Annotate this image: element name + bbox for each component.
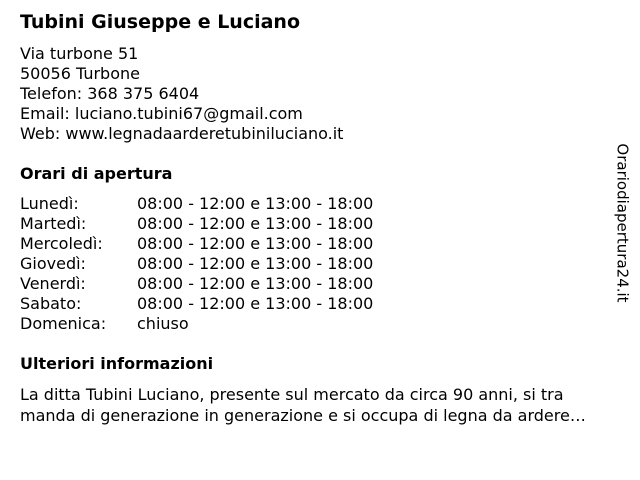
contact-block [20,44,620,144]
opening-hours-table [20,194,373,334]
phone-line: Telefon: 368 375 6404 [20,84,200,103]
day-label: Giovedì: [20,254,86,273]
hours-row [20,314,373,334]
hours-row [20,294,373,314]
hours-row [20,214,373,234]
day-hours: 08:00 - 12:00 e 13:00 - 18:00 [137,294,374,313]
day-hours: 08:00 - 12:00 e 13:00 - 18:00 [137,274,374,293]
watermark-text: Orariodiapertura24.it [614,143,633,303]
day-hours: 08:00 - 12:00 e 13:00 - 18:00 [137,214,374,233]
web-line: Web: www.legnadaarderetubiniluciano.it [20,124,344,143]
day-hours: 08:00 - 12:00 e 13:00 - 18:00 [137,194,374,213]
day-label: Mercoledì: [20,234,103,253]
hours-row [20,234,373,254]
hours-row [20,254,373,274]
address-street: Via turbone 51 [20,44,139,63]
day-label: Lunedì: [20,194,79,213]
day-label: Domenica: [20,314,107,333]
address-city: 50056 Turbone [20,64,140,83]
description-line: La ditta Tubini Luciano, presente sul mercato da circa 90 anni, si tra [20,385,564,404]
day-hours: chiuso [137,314,189,333]
day-label: Venerdì: [20,274,86,293]
site-watermark [610,138,636,308]
hours-row [20,194,373,214]
hours-row [20,274,373,294]
more-info-heading: Ulteriori informazioni [20,354,214,373]
business-card [20,10,620,426]
day-hours: 08:00 - 12:00 e 13:00 - 18:00 [137,234,374,253]
opening-hours-heading: Orari di apertura [20,164,173,183]
business-name: Tubini Giuseppe e Luciano [20,11,301,33]
description [20,384,620,426]
description-line: manda di generazione in generazione e si occupa di legna da ardere… [20,406,586,425]
day-hours: 08:00 - 12:00 e 13:00 - 18:00 [137,254,374,273]
day-label: Sabato: [20,294,82,313]
email-line: Email: luciano.tubini67@gmail.com [20,104,303,123]
day-label: Martedì: [20,214,87,233]
